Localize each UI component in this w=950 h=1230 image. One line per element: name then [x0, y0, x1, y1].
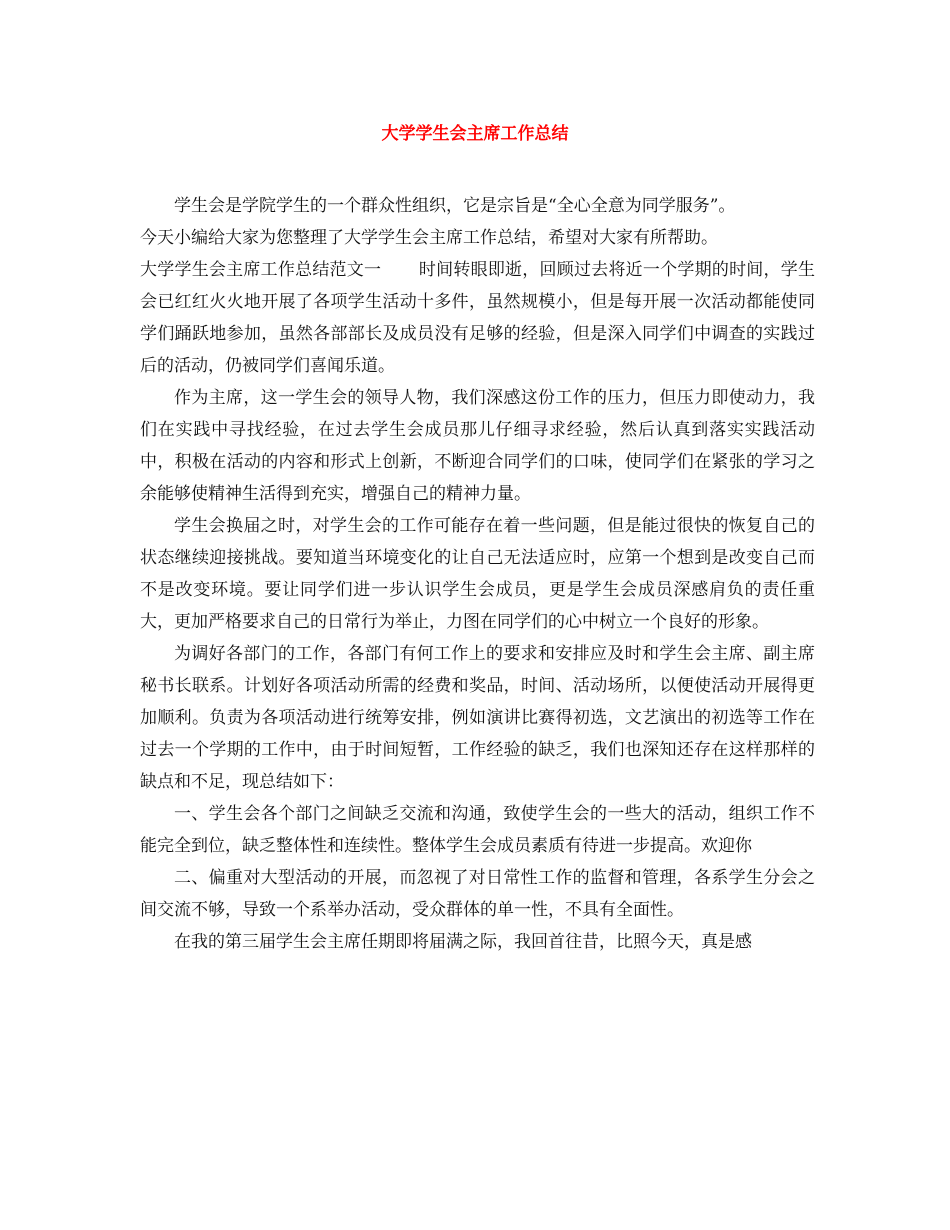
paragraph-5: 学生会换届之时，对学生会的工作可能存在着一些问题，但是能过很快的恢复自己的状态继续迎接挑战。要知道当环境变化的让自己无法适应时，应第一个想到是改变自己而不是改变环境。要让同学们进一步认识学生会成员，更是学生会成员深感肩负的责任重大，更加严格要求自己的日常行为举止，力图在同学们的心中树立一个良好的形象。: [140, 516, 815, 632]
paragraph-9: 在我的第三届学生会主席任期即将届满之际，我回首往昔，比照今天，真是感: [174, 932, 752, 952]
paragraph-6: 为调好各部门的工作，各部门有何工作上的要求和安排应及时和学生会主席、副主席秘书长联系。计划好各项活动所需的经费和奖品，时间、活动场所，以便使活动开展得更加顺利。负责为各项活动进行统筹安排，例如演讲比赛得初选，文艺演出的初选等工作在过去一个学期的工作中，由于时间短暂，工作经验的缺乏，我们也深知还存在这样那样的缺点和不足，现总结如下：: [140, 644, 815, 792]
paragraph-2: 今天小编给大家为您整理了大学学生会主席工作总结，希望对大家有所帮助。: [140, 228, 718, 248]
document-body: [140, 190, 815, 958]
paragraph-7: 一、学生会各个部门之间缺乏交流和沟通，致使学生会的一些大的活动，组织工作不能完全到位，缺乏整体性和连续性。整体学生会成员素质有待进一步提高。欢迎你: [140, 804, 815, 856]
paragraph-1: 学生会是学院学生的一个群众性组织，它是宗旨是“全心全意为同学服务”。: [174, 196, 736, 216]
paragraph-3-text: 时间转眼即逝，回顾过去将近一个学期的时间，学生会已红红火火地开展了各项学生活动十多件，虽然规模小，但是每开展一次活动都能使同学们踊跃地参加，虽然各部部长及成员没有足够的经验，但是深入同学们中调查的实践过后的活动，仍被同学们喜闻乐道。: [140, 260, 816, 376]
paragraph-3: [140, 254, 815, 382]
document-title: 大学学生会主席工作总结: [381, 124, 569, 144]
sample-heading: 大学学生会主席工作总结范文一: [140, 260, 382, 280]
paragraph-8: 二、偏重对大型活动的开展，而忽视了对日常性工作的监督和管理，各系学生分会之间交流不够，导致一个系举办活动，受众群体的单一性，不具有全面性。: [140, 868, 815, 920]
paragraph-4: 作为主席，这一学生会的领导人物，我们深感这份工作的压力，但压力即使动力，我们在实践中寻找经验，在过去学生会成员那儿仔细寻求经验，然后认真到落实实践活动中，积极在活动的内容和形式上创新，不断迎合同学们的口味，使同学们在紧张的学习之余能够使精神生活得到充实，增强自己的精神力量。: [140, 388, 815, 504]
